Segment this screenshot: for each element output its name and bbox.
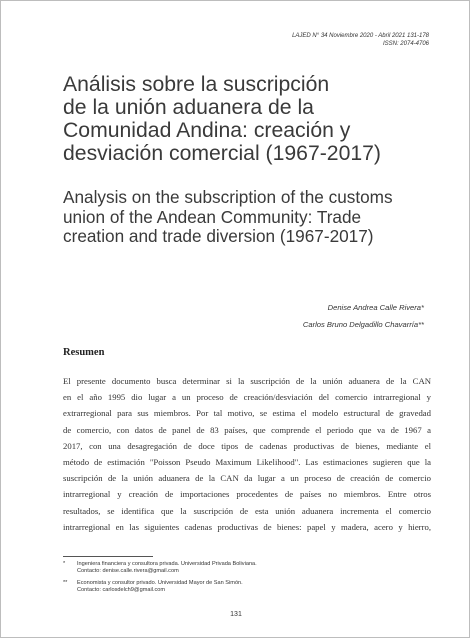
abstract-line: método de estimación "Poisson Pseudo Maximum Likelihood". Las estimaciones sugieren que la bbox=[63, 457, 431, 468]
footnote-affiliation: Economista y consultor privado. Universidad Mayor de San Simón. bbox=[77, 579, 243, 586]
author-name: Denise Andrea Calle Rivera* bbox=[327, 303, 424, 312]
abstract-line: resultados, se identifica que la suscripción de esta unión aduanera incrementa el comercio bbox=[63, 505, 431, 516]
abstract-line: suscripción de la unión aduanera de la CAN da lugar a un proceso de creación de comercio bbox=[63, 473, 431, 484]
abstract-line: 2017, con una desagregación de doce tipos de cadenas productivas de bienes, mediante el bbox=[63, 440, 431, 451]
title-english-line: creation and trade diversion (1967-2017) bbox=[63, 226, 374, 247]
abstract-line: intrarregional y creación de importaciones procedentes de países no miembros. Entre otros bbox=[63, 489, 431, 500]
abstract-line: de comercio, con datos de panel de 83 países, que comprende el periodo que va de 1967 a bbox=[63, 424, 431, 435]
title-spanish bbox=[63, 73, 443, 165]
abstract-body bbox=[63, 373, 431, 535]
abstract-heading: Resumen bbox=[63, 347, 105, 358]
footnote-contact: Contacto: denise.calle.rivera@gmail.com bbox=[77, 568, 179, 575]
abstract-line: en el año 1995 dio lugar a un proceso de creación/desviación del comercio intrarregional y bbox=[63, 392, 431, 403]
journal-header bbox=[292, 32, 429, 48]
journal-issue-line: LAJED N° 34 Noviembre 2020 - Abril 2021 131-178 bbox=[292, 33, 429, 39]
footnote-affiliation: Ingeniera financiera y consultora privada. Universidad Privada Boliviana. bbox=[77, 561, 257, 567]
abstract-line: intrarregional en las siguientes cadenas productivas de bienes: papel y madera, acero y hierro, bbox=[63, 521, 431, 532]
author-name: Carlos Bruno Delgadillo Chavarría** bbox=[302, 320, 424, 329]
author-list bbox=[303, 299, 424, 333]
footnote-mark: ** bbox=[63, 579, 68, 586]
journal-issn: ISSN: 2074-4706 bbox=[382, 41, 429, 47]
footnote-mark: * bbox=[63, 561, 66, 567]
title-english-line: union of the Andean Community: Trade bbox=[63, 206, 362, 227]
title-spanish-line: Comunidad Andina: creación y bbox=[63, 119, 351, 142]
footnote bbox=[63, 561, 423, 576]
title-english-line: Analysis on the subscription of the customs bbox=[63, 187, 393, 207]
footnote bbox=[63, 580, 423, 595]
title-spanish-line: de la unión aduanera de la bbox=[63, 96, 314, 119]
abstract-line: extrarregional para sus miembros. Por tal motivo, se estima el modelo estructural de gravedad bbox=[63, 408, 431, 419]
abstract-line: El presente documento busca determinar si la suscripción de la unión aduanera de la CAN bbox=[63, 376, 431, 386]
title-english bbox=[63, 188, 453, 247]
footnote-contact: Contacto: carlosdelch9@gmail.com bbox=[77, 587, 166, 594]
title-spanish-line: Análisis sobre la suscripción bbox=[63, 73, 330, 96]
footnote-divider bbox=[63, 556, 153, 557]
title-spanish-line: desviación comercial (1967-2017) bbox=[63, 142, 381, 165]
footnotes bbox=[63, 561, 423, 599]
page-number: 131 bbox=[230, 611, 242, 618]
